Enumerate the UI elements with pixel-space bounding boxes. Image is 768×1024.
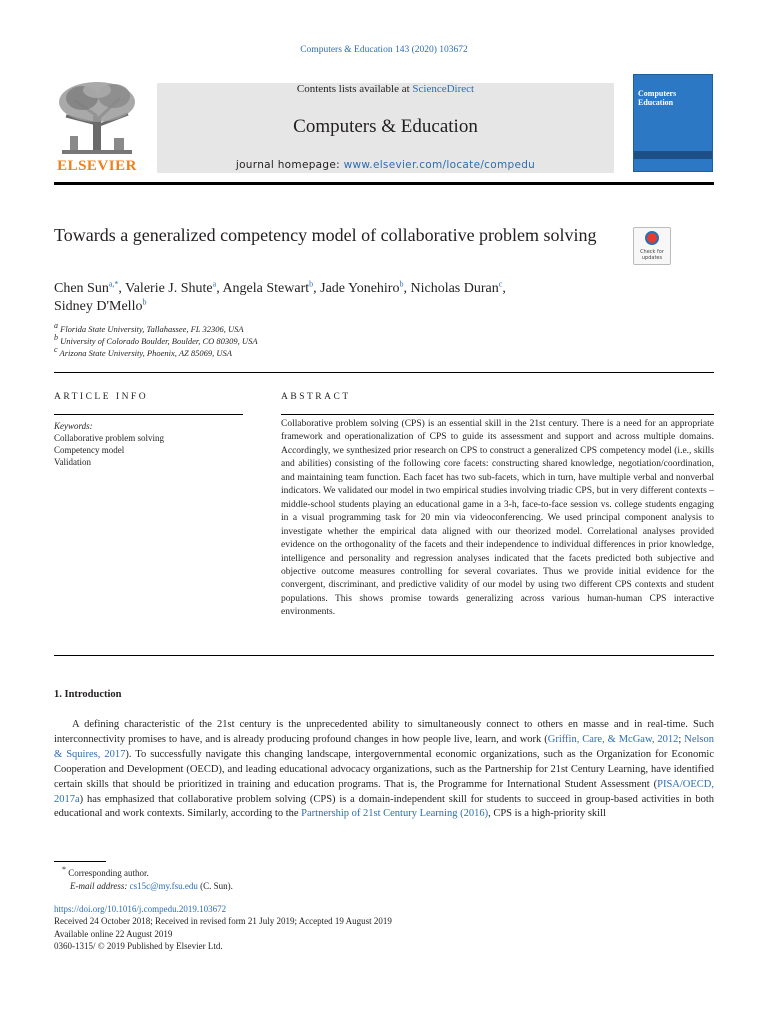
- section-rule: [54, 372, 714, 373]
- check-for-updates-badge[interactable]: [633, 227, 671, 265]
- journal-homepage-line: journal homepage: www.elsevier.com/locate/compedu: [235, 159, 536, 171]
- crossmark-label: Check for updates: [640, 249, 664, 261]
- author-list: Chen Sun$^{a,*}$, Valerie J. Shute$^a$, Angela Stewart$^b$, Jade Yonehiro$^b$, Nicholas Duran$^c$, Sidney D'Mello$^b$: [54, 279, 506, 314]
- available-online: Available online 22 August 2019: [54, 928, 173, 939]
- author-name[interactable]: Sidney D'Mello: [54, 299, 143, 314]
- received-dates: Received 24 October 2018; Received in revised form 21 July 2019; Accepted 19 August 2019: [54, 916, 392, 927]
- keyword: Competency model: [54, 445, 125, 455]
- cover-title: Computers Education: [638, 89, 677, 107]
- keywords-label: Keywords:: [54, 421, 93, 431]
- journal-reference-link[interactable]: Computers & Education 143 (2020) 103672: [300, 45, 468, 55]
- introduction-paragraph: A defining characteristic of the 21st century is the unprecedented ability to simultaneously connect to others en masse and in real-time. Such interconnectivity promises to have, and is already producing profound changes in how people live, learn, and work (Griffin, Care, & McGaw, 2012; Nelson & Squires, 2017). To successfully navigate this changing landscape, intergovernmental economic organizations, such as the Organization for Economic Cooperation and Development (OECD), and leading educational advocacy organizations, such as the Partnership for 21st Century Learning, have identified certain skills that should be prioritized in training and education programs. That is, the Programme for International Student Assessment (PISA/OECD, 2017a) has emphasized that collaborative problem solving (CPS) is a domain-independent skill for students to succeed in group-based activities in both educational and work contexts. Similarly, according to the Partnership of 21st Century Learning (2016), CPS is a high-priority skill: [54, 719, 714, 820]
- abstract-rule: [281, 414, 714, 415]
- author-name[interactable]: Valerie J. Shute: [125, 281, 213, 296]
- abstract-heading: ABSTRACT: [281, 392, 351, 402]
- author-email-link[interactable]: cs15c@my.fsu.edu: [129, 881, 198, 891]
- journal-homepage-link[interactable]: www.elsevier.com/locate/compedu: [343, 159, 536, 171]
- citation-link[interactable]: Griffin, Care, & McGaw, 2012: [547, 733, 679, 745]
- section-heading-introduction: 1. Introduction: [54, 689, 122, 700]
- paper-title: Towards a generalized competency model of collaborative problem solving: [54, 225, 597, 245]
- keyword: Collaborative problem solving: [54, 433, 164, 443]
- author-name[interactable]: Nicholas Duran: [410, 281, 499, 296]
- corresponding-author-note: * Corresponding author.: [62, 865, 149, 878]
- author-affiliation-marker[interactable]: a,*: [108, 279, 119, 289]
- citation-link[interactable]: Nelson & Squires, 2017: [54, 733, 714, 760]
- elsevier-logo[interactable]: [54, 80, 140, 176]
- crossmark-icon: [645, 231, 659, 245]
- sciencedirect-link[interactable]: ScienceDirect: [412, 83, 475, 95]
- footnotes: [62, 867, 233, 893]
- contents-line: Contents lists available at ScienceDirect: [296, 83, 475, 95]
- journal-banner: [157, 83, 614, 173]
- author-affiliation-marker[interactable]: b: [309, 279, 314, 289]
- affiliation: $^a$ Florida State University, Tallahassee, FL 32306, USA: [54, 321, 244, 334]
- keywords-block: [54, 420, 164, 468]
- citation-link[interactable]: PISA/OECD, 2017a: [54, 778, 714, 805]
- author-name[interactable]: Jade Yonehiro: [320, 281, 400, 296]
- affiliation: $^c$ Arizona State University, Phoenix, AZ 85069, USA: [54, 345, 232, 358]
- citation-link[interactable]: Partnership of 21st Century Learning (2016): [301, 808, 489, 820]
- doi-link[interactable]: https://doi.org/10.1016/j.compedu.2019.103672: [54, 904, 227, 914]
- footnote-rule: [54, 861, 106, 862]
- journal-title: Computers & Education: [293, 116, 478, 137]
- author-affiliation-marker[interactable]: b: [142, 297, 147, 307]
- email-note: E-mail address: cs15c@my.fsu.edu (C. Sun).: [70, 881, 233, 891]
- cover-band: [634, 151, 712, 159]
- author-affiliation-marker[interactable]: b: [399, 279, 404, 289]
- author-affiliation-marker[interactable]: a: [212, 279, 217, 289]
- header-rule: [54, 182, 714, 185]
- elsevier-wordmark: ELSEVIER: [57, 158, 137, 174]
- copyright-line: 0360-1315/ © 2019 Published by Elsevier Ltd.: [54, 940, 223, 951]
- keyword: Validation: [54, 457, 91, 467]
- journal-cover-thumbnail[interactable]: [633, 74, 713, 172]
- article-info-rule: [54, 414, 243, 415]
- affiliation: $^b$ University of Colorado Boulder, Boulder, CO 80309, USA: [54, 333, 258, 346]
- author-affiliation-marker[interactable]: c: [498, 279, 503, 289]
- article-info-heading: ARTICLE INFO: [54, 392, 149, 402]
- author-name[interactable]: Angela Stewart: [222, 281, 310, 296]
- abstract-body: Collaborative problem solving (CPS) is an essential skill in the 21st century. There is a need for an appropriate framework and operationalization of CPS to guide its assessment and support and across multiple domains. Accordingly, we synthesized prior research on CPS to construct a generalized CPS competency model (i.e., skills and abilities) consisting of the following core facets: constructing shared knowledge, negotiation/coordination, and maintaining team function. Each facet has two sub-facets, which in turn, have multiple verbal and nonverbal indicators. We validated our model in two empirical studies involving triadic CPS, but in very different contexts – middle-school students playing an educational game in a 3-h, face-to-face session vs. college students engaging in a visual programming task for 20 min via videoconferencing. We used principal component analysis to investigate whether the empirical data aligned with our theorized model. Correlational analyses provided evidence on the orthogonality of the facets and their independence to individual differences in prior knowledge, intelligence and personality and regression analyses indicated that the facets predicted both subjective and objective outcome measures controlling for several covariates. Thus we provide initial evidence for the convergent, discriminant, and predictive validity of our model by using two different CPS contexts and student populations. This shows promise towards generalizing across various human-human CPS interactive environments.: [281, 419, 714, 618]
- author-name[interactable]: Chen Sun: [54, 281, 109, 296]
- publication-info: [54, 903, 392, 952]
- elsevier-tree-icon: [54, 80, 140, 158]
- abstract-end-rule: [54, 655, 714, 656]
